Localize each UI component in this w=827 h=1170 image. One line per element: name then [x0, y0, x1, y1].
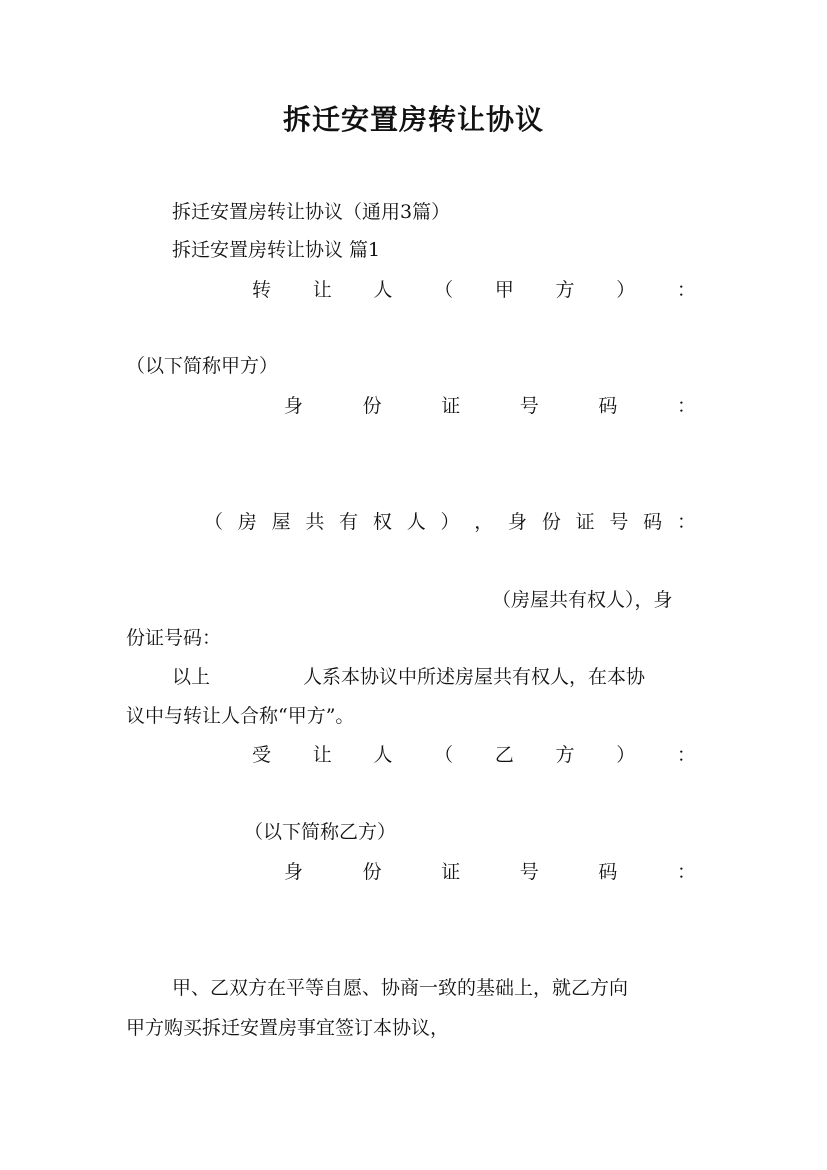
id-char: 份	[362, 395, 382, 417]
para1-start: 以上	[172, 666, 211, 688]
coowner-char: 有	[339, 511, 359, 533]
transferee-char: 方	[555, 744, 575, 766]
coowner-char: 共	[305, 511, 325, 533]
para2-line-1: 甲、乙双方在平等自愿、协商一致的基础上，就乙方向	[172, 977, 629, 999]
transferor-label	[252, 278, 696, 302]
id-char: ：	[676, 395, 696, 417]
abbr-party-a: （以下简称甲方）	[126, 355, 279, 377]
para1-rest: 人系本协议中所述房屋共有权人，在本协	[303, 666, 646, 688]
coowner-char: 人	[406, 511, 426, 533]
id-char: 身	[284, 861, 304, 883]
transferor-char: （	[434, 279, 454, 301]
coowner-char: 权	[372, 511, 392, 533]
coowner-line-2: （房屋共有权人），身	[492, 589, 673, 611]
coowner-char: 身	[508, 511, 528, 533]
para1-end: 议中与转让人合称“甲方”。	[126, 705, 355, 727]
para2-line-2: 甲方购买拆迁安置房事宜签订本协议，	[126, 1017, 450, 1039]
id-char: ：	[676, 861, 696, 883]
transferee-label	[252, 743, 696, 767]
transferee-char: ：	[676, 744, 696, 766]
id-char: 码	[598, 395, 618, 417]
transferor-char: 转	[252, 279, 272, 301]
coowner-char: 房	[237, 511, 257, 533]
id-number-label-3	[284, 860, 696, 884]
document-subtitle: 拆迁安置房转让协议（通用3篇）	[172, 201, 451, 223]
coowner-char: 份	[541, 511, 561, 533]
id-char: 身	[284, 395, 304, 417]
transferee-char: 乙	[494, 744, 514, 766]
coowner-label	[204, 510, 696, 534]
coowner-char: （	[204, 511, 224, 533]
abbr-party-b: （以下简称乙方）	[244, 821, 397, 843]
id-char: 号	[519, 861, 539, 883]
transferor-char: ：	[676, 279, 696, 301]
section-heading: 拆迁安置房转让协议 篇1	[172, 239, 381, 261]
transferee-char: ）	[616, 744, 636, 766]
document-title: 拆迁安置房转让协议	[282, 103, 544, 136]
transferor-char: 甲	[494, 279, 514, 301]
transferee-char: 让	[312, 744, 332, 766]
transferor-char: 让	[312, 279, 332, 301]
id-char: 号	[519, 395, 539, 417]
coowner-char: 码	[643, 511, 663, 533]
transferee-char: （	[434, 744, 454, 766]
coowner-char: ）	[440, 511, 460, 533]
id-char: 码	[598, 861, 618, 883]
transferee-char: 人	[373, 744, 393, 766]
id-char: 份	[362, 861, 382, 883]
coowner-char: ：	[676, 511, 696, 533]
id-number-label-2: 份证号码：	[126, 627, 222, 649]
coowner-char: 证	[575, 511, 595, 533]
coowner-char: 屋	[271, 511, 291, 533]
transferor-char: 方	[555, 279, 575, 301]
id-char: 证	[441, 395, 461, 417]
coowner-char: ，	[474, 511, 494, 533]
id-number-label-1	[284, 394, 696, 418]
coowner-char: 号	[609, 511, 629, 533]
transferor-char: 人	[373, 279, 393, 301]
transferee-char: 受	[252, 744, 272, 766]
transferor-char: ）	[616, 279, 636, 301]
id-char: 证	[441, 861, 461, 883]
